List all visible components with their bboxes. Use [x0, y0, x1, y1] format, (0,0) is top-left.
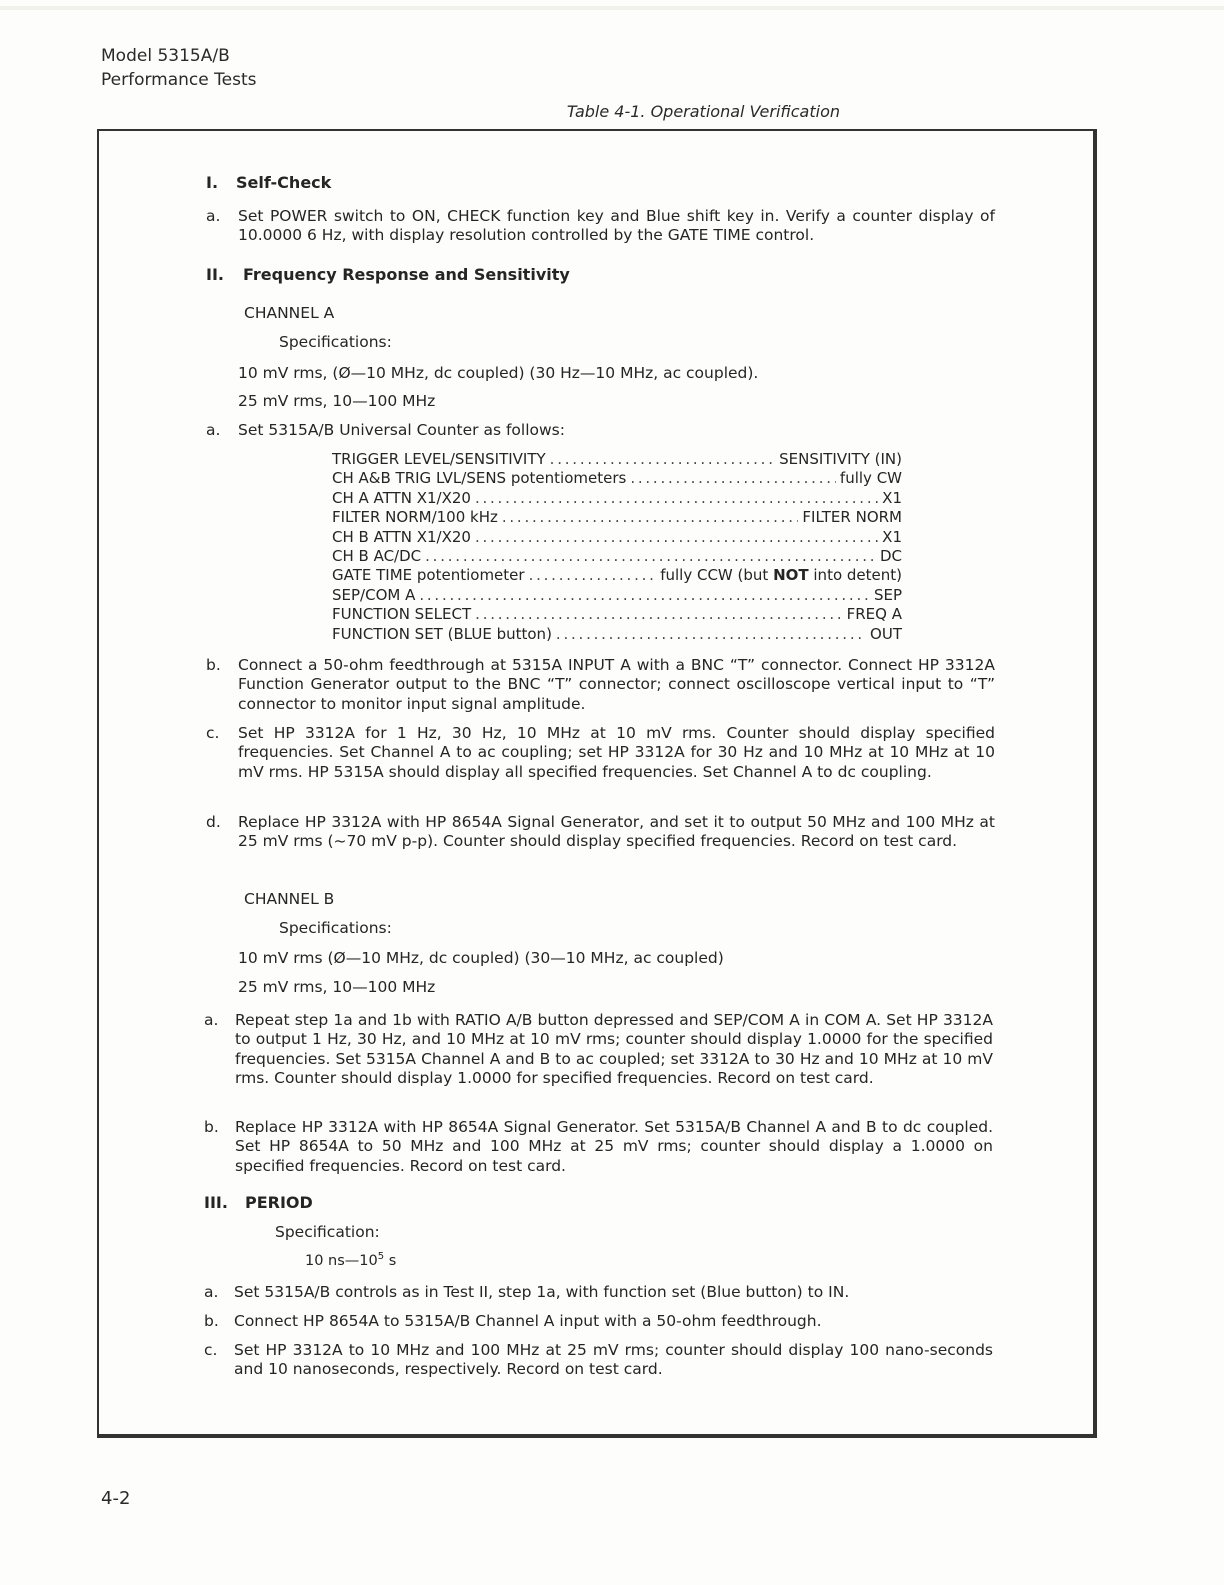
setting-row	[332, 625, 902, 644]
chB-heading: CHANNEL B	[244, 890, 335, 908]
chB-a-label: a.	[204, 1011, 219, 1029]
setting-name: CH B ATTN X1/X20	[332, 527, 471, 546]
chB-spec1: 10 mV rms (Ø—10 MHz, dc coupled) (30—10 MHz, ac coupled)	[238, 949, 724, 967]
top-edge-rule	[0, 6, 1224, 10]
sec3-spec-label: Specification:	[275, 1223, 380, 1241]
setting-name: GATE TIME potentiometer	[332, 566, 525, 585]
setting-value-bold: NOT	[773, 566, 809, 585]
sec3-c-text: Set HP 3312A to 10 MHz and 100 MHz at 25 mV rms; counter should display 100 nano-seconds and 10 nanoseconds, respectively. Record on test card.	[234, 1341, 993, 1379]
sec3-b-label: b.	[204, 1312, 219, 1330]
chA-c-text: Set HP 3312A for 1 Hz, 30 Hz, 10 MHz at 10 mV rms. Counter should display specified frequencies. Set Channel A to ac coupling; set HP 3312A for 30 Hz and 10 MHz at 10 MHz at 10 mV rms. HP 5315A should display all specified frequencies. Set Channel A to dc coupling.	[238, 724, 995, 781]
setting-name: FUNCTION SET (BLUE button)	[332, 624, 552, 643]
setting-name: CH A&B TRIG LVL/SENS potentiometers	[332, 469, 627, 488]
dot-leader	[475, 489, 878, 508]
sec3-num: III.	[204, 1193, 228, 1212]
sec1-a-label: a.	[206, 207, 221, 225]
setting-row	[332, 528, 902, 547]
setting-value: X1	[882, 488, 902, 507]
dot-leader	[475, 528, 878, 547]
chB-a-text: Repeat step 1a and 1b with RATIO A/B button depressed and SEP/COM A in COM A. Set HP 3312A to output 1 Hz, 30 Hz, and 10 MHz at 10 mV rms; counter should display 1.0000 for the specified frequencies. Set 5315A Channel A and B to ac coupled; set 3312A to 30 Hz and 10 MHz at 10 mV rms. Counter should display 1.0000 for specified frequencies. Record on test card.	[235, 1011, 993, 1088]
settings-list	[332, 450, 902, 644]
chB-spec-label: Specifications:	[279, 919, 392, 937]
setting-name: TRIGGER LEVEL/SENSITIVITY	[332, 450, 546, 468]
setting-value: fully CW	[839, 469, 902, 488]
setting-value: DC	[879, 546, 902, 565]
setting-name: CH B AC/DC	[332, 546, 422, 565]
chA-spec-label: Specifications:	[279, 333, 392, 351]
setting-name: FILTER NORM/100 kHz	[332, 508, 498, 527]
setting-name: SEP/COM A	[332, 585, 416, 604]
setting-value: SEP	[873, 585, 902, 604]
sec3-a-text: Set 5315A/B controls as in Test II, step 1a, with function set (Blue button) to IN.	[234, 1283, 850, 1301]
setting-value-post: into detent)	[808, 566, 902, 585]
chA-a-text: Set 5315A/B Universal Counter as follows:	[238, 421, 565, 439]
dot-leader	[419, 586, 870, 605]
chA-b-label: b.	[206, 656, 221, 674]
chA-a-label: a.	[206, 421, 221, 439]
sec3-title: PERIOD	[245, 1193, 313, 1212]
chA-d-text: Replace HP 3312A with HP 8654A Signal Generator, and set it to output 50 MHz and 100 MHz at 25 mV rms (~70 mV p-p). Counter should display specified frequencies. Record on test card.	[238, 813, 995, 851]
sec3-c-label: c.	[204, 1341, 218, 1359]
setting-row	[332, 508, 902, 527]
setting-value: X1	[882, 527, 902, 546]
sec3-b-text: Connect HP 8654A to 5315A/B Channel A input with a 50-ohm feedthrough.	[234, 1312, 822, 1330]
setting-name: FUNCTION SELECT	[332, 605, 472, 624]
setting-row	[332, 489, 902, 508]
setting-value: SENSITIVITY (IN)	[779, 450, 902, 468]
setting-row	[332, 605, 902, 624]
sec1-title: Self-Check	[236, 173, 332, 192]
chA-heading: CHANNEL A	[244, 304, 335, 322]
chB-b-label: b.	[204, 1118, 219, 1136]
sec3-spec-pre: 10 ns—10	[305, 1253, 378, 1269]
table-caption: Table 4-1. Operational Verification	[566, 102, 840, 121]
page-number: 4-2	[101, 1488, 131, 1509]
setting-row	[332, 566, 902, 585]
setting-value	[660, 566, 902, 585]
setting-row	[332, 547, 902, 566]
sec1-a-text: Set POWER switch to ON, CHECK function key and Blue shift key in. Verify a counter display of 10.0000 6 Hz, with display resolution controlled by the GATE TIME control.	[238, 207, 995, 245]
dot-leader	[556, 625, 866, 644]
chA-spec1: 10 mV rms, (Ø—10 MHz, dc coupled) (30 Hz—10 MHz, ac coupled).	[238, 364, 759, 382]
chA-spec2: 25 mV rms, 10—100 MHz	[238, 392, 436, 410]
dot-leader	[529, 566, 657, 585]
table-frame	[97, 129, 1097, 1438]
chA-c-label: c.	[206, 724, 220, 742]
dot-leader	[502, 508, 799, 527]
setting-value: FREQ A	[846, 605, 902, 624]
setting-value: OUT	[870, 624, 902, 643]
chA-d-label: d.	[206, 813, 221, 831]
sec2-title: Frequency Response and Sensitivity	[243, 265, 570, 284]
setting-row	[332, 450, 902, 469]
dot-leader	[630, 469, 836, 488]
sec1-num: I.	[206, 173, 219, 192]
setting-value: FILTER NORM	[802, 508, 902, 527]
header-model: Model 5315A/B	[101, 46, 230, 66]
sec3-spec-value	[305, 1252, 396, 1272]
setting-value-pre: fully CCW (but	[660, 566, 774, 585]
chB-b-text: Replace HP 3312A with HP 8654A Signal Generator. Set 5315A/B Channel A and B to dc coupled. Set HP 8654A to 50 MHz and 100 MHz at 25 mV rms; counter should display a 1.0000 on specified frequencies. Record on test card.	[235, 1118, 993, 1175]
sec2-num: II.	[206, 265, 224, 284]
dot-leader	[425, 547, 876, 566]
sec3-a-label: a.	[204, 1283, 219, 1301]
setting-name: CH A ATTN X1/X20	[332, 488, 471, 507]
setting-row	[332, 586, 902, 605]
chB-spec2: 25 mV rms, 10—100 MHz	[238, 978, 436, 996]
chA-b-text: Connect a 50-ohm feedthrough at 5315A INPUT A with a BNC “T” connector. Connect HP 3312A Function Generator output to the BNC “T” connector; connect oscilloscope vertical input to “T” connector to monitor input signal amplitude.	[238, 656, 995, 713]
dot-leader	[475, 605, 842, 624]
sec3-spec-post: s	[384, 1253, 397, 1269]
dot-leader	[550, 450, 775, 469]
sec3-spec-sup: 5	[377, 1251, 385, 1263]
header-section: Performance Tests	[101, 70, 257, 90]
setting-row	[332, 469, 902, 488]
